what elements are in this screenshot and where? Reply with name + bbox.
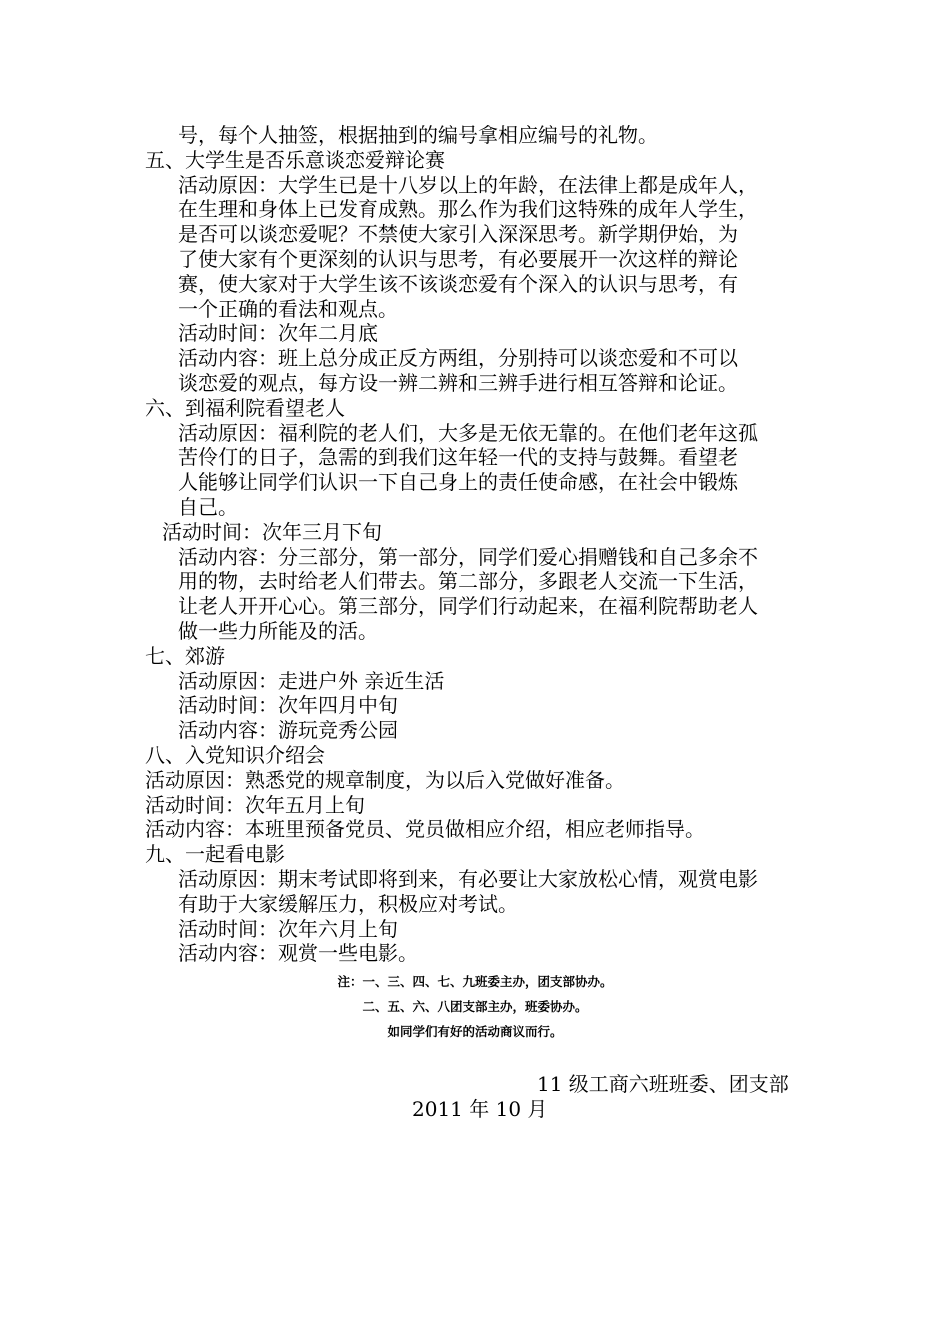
- text-line: 谈恋爱的观点，每方设一辨二辨和三辨手进行相互答辩和论证。: [178, 371, 738, 395]
- text-line: 活动原因：福利院的老人们，大多是无依无靠的。在他们老年这孤: [178, 420, 758, 445]
- text-line: 活动时间：次年六月上旬: [178, 916, 398, 941]
- text-line: 做一些力所能及的活。: [178, 619, 378, 643]
- signature-org: 11 级工商六班班委、团支部: [537, 1072, 789, 1096]
- text-line: 五、大学生是否乐意谈恋爱辩论赛: [145, 147, 445, 172]
- text-line: 活动原因：大学生已是十八岁以上的年龄，在法律上都是成年人，: [178, 172, 758, 197]
- text-line: 活动内容：观赏一些电影。: [178, 941, 418, 966]
- text-line: 活动时间：次年五月上旬: [145, 792, 365, 817]
- text-line: 是否可以谈恋爱呢？不禁使大家引入深深思考。新学期伊始，为: [178, 222, 738, 247]
- text-line: 在生理和身体上已发育成熟。那么作为我们这特殊的成年人学生，: [178, 197, 758, 222]
- text-line: 活动时间：次年二月底: [178, 321, 378, 346]
- footnote-line: 二、五、六、八团支部主办，班委协办。: [362, 999, 588, 1014]
- text-line: 活动原因：期末考试即将到来，有必要让大家放松心情，观赏电影: [178, 867, 758, 891]
- footnote-line: 如同学们有好的活动商议而行。: [387, 1024, 563, 1039]
- text-line: 九、一起看电影: [145, 842, 285, 867]
- text-line: 用的物，去时给老人们带去。第二部分，多跟老人交流一下生活，: [178, 569, 758, 594]
- text-line: 活动内容：游玩竞秀公园: [178, 718, 398, 743]
- text-line: 有助于大家缓解压力，积极应对考试。: [178, 891, 518, 916]
- text-line: 活动原因：熟悉党的规章制度，为以后入党做好准备。: [145, 767, 625, 792]
- text-line: 了使大家有个更深刻的认识与思考，有必要展开一次这样的辩论: [178, 247, 738, 271]
- text-line: 八、入党知识介绍会: [145, 743, 325, 767]
- text-line: 号，每个人抽签，根据抽到的编号拿相应编号的礼物。: [178, 123, 658, 147]
- text-line: 活动内容：班上总分成正反方两组，分别持可以谈恋爱和不可以: [178, 346, 738, 371]
- text-line: 六、到福利院看望老人: [145, 395, 345, 420]
- text-line: 活动内容：本班里预备党员、党员做相应介绍，相应老师指导。: [145, 817, 705, 842]
- text-line: 自己。: [178, 495, 238, 519]
- text-line: 七、郊游: [145, 643, 225, 668]
- text-line: 活动原因：走进户外 亲近生活: [178, 668, 445, 693]
- text-line: 活动时间：次年四月中旬: [178, 693, 398, 718]
- text-line: 赛，使大家对于大学生该不该谈恋爱有个深入的认识与思考，有: [178, 271, 738, 296]
- text-line: 活动内容：分三部分，第一部分，同学们爱心捐赠钱和自己多余不: [178, 544, 758, 569]
- text-line: 苦伶仃的日子，急需的到我们这年轻一代的支持与鼓舞。看望老: [178, 445, 738, 470]
- text-line: 活动时间：次年三月下旬: [162, 519, 382, 544]
- signature-date: 2011 年 10 月: [412, 1097, 548, 1121]
- text-line: 一个正确的看法和观点。: [178, 296, 398, 321]
- text-line: 让老人开开心心。第三部分，同学们行动起来，在福利院帮助老人: [178, 594, 758, 619]
- footnote-line: 注：一、三、四、七、九班委主办，团支部协办。: [337, 974, 613, 989]
- text-line: 人能够让同学们认识一下自己身上的责任使命感，在社会中锻炼: [178, 470, 738, 495]
